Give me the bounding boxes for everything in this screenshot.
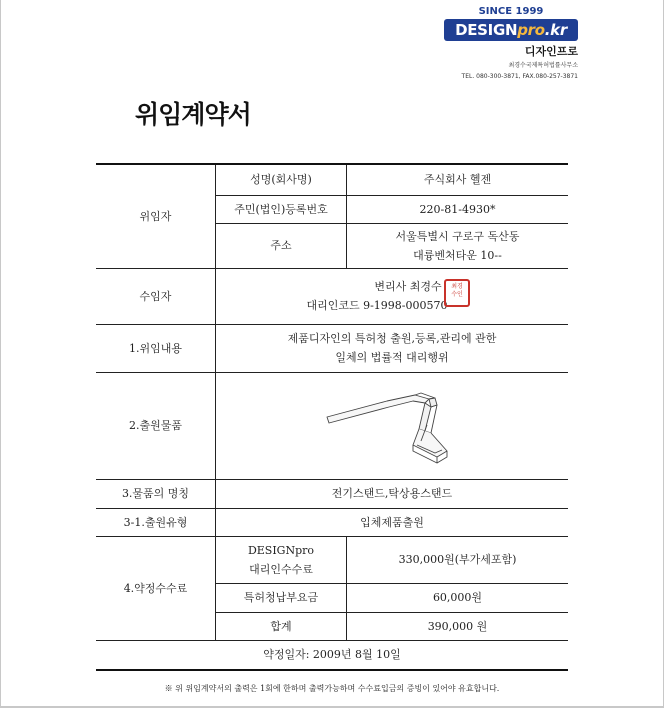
agent-code: 대리인코드 9-1998-000570 bbox=[306, 299, 448, 312]
address-line-1: 서울특별시 구로구 독산동 bbox=[395, 229, 520, 243]
logo-brand-pro: pro bbox=[517, 21, 545, 39]
agent-fee-label-cell bbox=[216, 536, 347, 583]
address-line-2: 대륭벤처타운 10-- bbox=[413, 248, 502, 262]
contract-table bbox=[96, 163, 568, 671]
application-type-label: 3-1.출원유형 bbox=[96, 508, 216, 536]
name-label: 성명(회사명) bbox=[216, 164, 347, 195]
application-type-value: 입체제품출원 bbox=[216, 508, 569, 536]
product-name-value: 전기스탠드,탁상용스탠드 bbox=[216, 479, 569, 508]
logo-contact: TEL. 080-300-3871, FAX.080-257-3871 bbox=[461, 73, 578, 80]
logo-since-text: SINCE 1999 bbox=[478, 6, 544, 17]
document-title: 위임계약서 bbox=[135, 100, 251, 129]
footnote: ※ 위 위임계약서의 출력은 1회에 한하며 출력가능하며 수수료입금의 증빙이 있어야 유효합니다. bbox=[164, 684, 500, 693]
logo-korean-name: 디자인프로 bbox=[524, 45, 578, 58]
contract-page bbox=[1, 0, 663, 706]
company-name: 주식회사 헬젠 bbox=[347, 164, 569, 195]
logo-brand-kr: .kr bbox=[544, 21, 567, 39]
agent-fee-value: 330,000원(부가세포함) bbox=[347, 536, 569, 583]
delegatee-cell bbox=[216, 268, 569, 324]
product-image-cell bbox=[216, 372, 569, 479]
registration-label: 주민(법인)등록번호 bbox=[216, 195, 347, 223]
attorney-name: 변리사 최경수 bbox=[374, 280, 442, 293]
delegation-content-cell bbox=[216, 324, 569, 372]
delegation-content-line-2: 일체의 법률적 대리행위 bbox=[335, 351, 449, 364]
red-seal-stamp: 최경 수인 bbox=[444, 279, 470, 307]
logo-subtitle: 최경수국제특허법률사무소 bbox=[508, 62, 578, 69]
logo-brand-design: DESIGN bbox=[455, 21, 518, 39]
agent-fee-label: 대리인수수료 bbox=[249, 562, 313, 576]
desk-lamp-drawing bbox=[317, 381, 467, 471]
delegation-content-label: 1.위임내용 bbox=[96, 324, 216, 372]
designpro-logo[interactable] bbox=[444, 19, 578, 41]
delegation-content-line-1: 제품디자인의 특허청 출원,등록,관리에 관한 bbox=[287, 332, 497, 345]
office-fee-label: 특허청납부요금 bbox=[216, 583, 347, 612]
delegatee-label: 수임자 bbox=[96, 268, 216, 324]
total-fee-label: 합계 bbox=[216, 612, 347, 640]
agent-fee-label-brand: DESIGNpro bbox=[247, 543, 315, 557]
agreement-date: 약정일자: 2009년 8월 10일 bbox=[96, 640, 568, 670]
address-label: 주소 bbox=[216, 223, 347, 268]
registration-number: 220-81-4930* bbox=[347, 195, 569, 223]
total-fee-value: 390,000 원 bbox=[347, 612, 569, 640]
delegator-label: 위임자 bbox=[96, 164, 216, 268]
product-name-label: 3.물품의 명칭 bbox=[96, 479, 216, 508]
product-label: 2.출원물품 bbox=[96, 372, 216, 479]
address-cell bbox=[347, 223, 569, 268]
office-fee-value: 60,000원 bbox=[347, 583, 569, 612]
fee-label: 4.약정수수료 bbox=[96, 536, 216, 640]
